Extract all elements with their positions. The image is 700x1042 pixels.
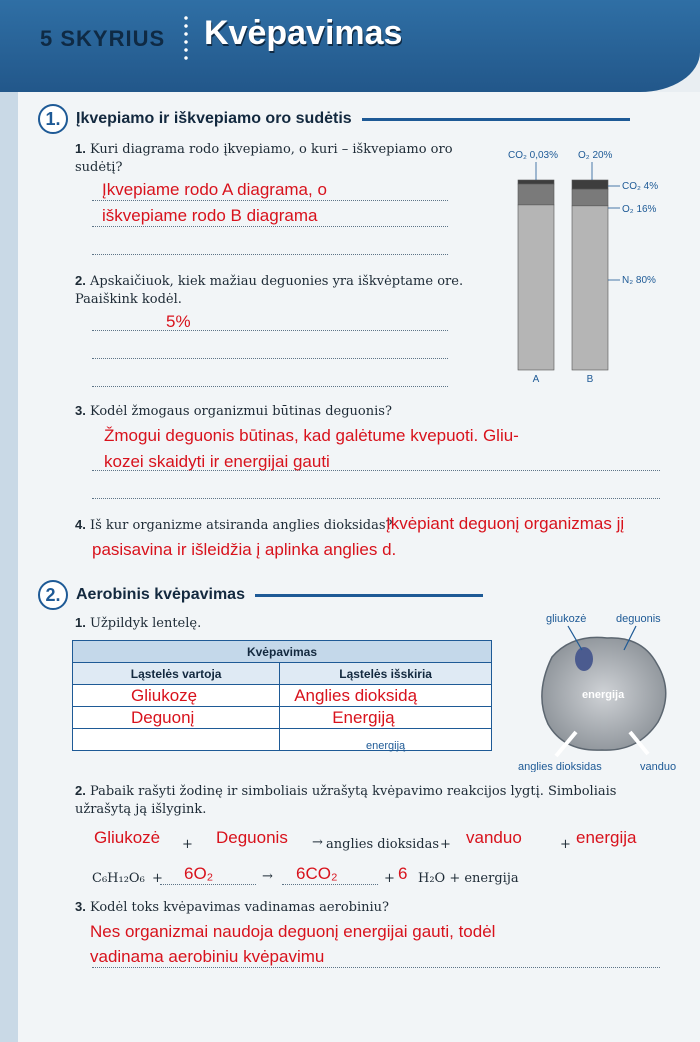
bar-segment-n2-b	[572, 206, 608, 370]
section-1-number: 1.	[38, 104, 68, 134]
answer-line	[92, 330, 448, 331]
equation-hand-energy: energija	[576, 828, 637, 847]
water-label: vanduo	[640, 761, 677, 772]
answer-1-3-line2: kozei skaidyti ir energijai gauti	[104, 452, 330, 471]
question-2-3: 3. Kodėl toks kvėpavimas vadinamas aerobiniu?	[75, 899, 389, 915]
chapter-header	[0, 0, 700, 92]
left-margin-band	[0, 92, 18, 1042]
bar-category-label: B	[586, 374, 594, 385]
table-title: Kvėpavimas	[73, 641, 492, 663]
header-divider	[184, 14, 188, 64]
plus-sign: +	[560, 837, 571, 852]
formula-glucose: C₆H₁₂O₆	[92, 871, 145, 886]
answer-1-2: 5%	[166, 312, 191, 331]
answer-1-3-line1: Žmogui deguonis būtinas, kad galėtume kvepuoti. Gliu-	[104, 426, 519, 445]
answer-2-3-line1: Nes organizmai naudoja deguonį energijai gauti, todėl	[90, 922, 496, 941]
question-1-4: 4. Iš kur organizme atsiranda anglies dioksidas?	[75, 517, 393, 533]
question-1-2: 2. Apskaičiuok, kiek mažiau deguonies yra iškvėptame ore. Paaiškink kodėl.	[75, 273, 464, 307]
arrow-sign: →	[312, 835, 323, 850]
table-cell[interactable]	[280, 729, 492, 751]
chapter-label: 5 SKYRIUS	[40, 26, 166, 51]
bar-segment-n2-a	[518, 205, 554, 370]
chapter-title: Kvėpavimas	[204, 14, 403, 52]
answer-line	[92, 200, 448, 201]
equation-hand-oxygen: Deguonis	[216, 828, 288, 847]
table-cell[interactable]: Energiją	[280, 707, 492, 729]
bar-segment-o2-b	[572, 189, 608, 206]
co2-label: anglies dioksidas	[518, 761, 602, 772]
label-co2-b: CO₂ 4%	[622, 181, 659, 192]
answer-1-1-line1: Įkvepiame rodo A diagrama, o	[102, 180, 327, 199]
cell-respiration-diagram	[512, 612, 692, 772]
section-1-title: Įkvepiamo ir iškvepiamo oro sudėtis	[76, 110, 352, 127]
cell-nucleus	[575, 647, 593, 671]
label-co2-a: CO₂ 0,03%	[508, 150, 559, 161]
glucose-label: gliukozė	[546, 613, 587, 625]
question-2-2: 2. Pabaik rašyti žodinę ir simboliais užrašytą kvėpavimo reakcijos lygtį. Simboliais užrašytą ją išlygink.	[75, 783, 617, 817]
question-1-1: 1. Kuri diagrama rodo įkvepiamo, o kuri – iškvepiamo oro sudėtį?	[75, 141, 453, 175]
section-2-heading	[38, 580, 483, 610]
energy-label: energija	[582, 689, 625, 701]
table-row	[73, 707, 492, 729]
table-cell[interactable]	[73, 729, 280, 751]
formula-hand-co2: 6CO₂	[296, 864, 338, 883]
formula-hand-6: 6	[398, 864, 408, 883]
respiration-table	[72, 640, 492, 751]
column-header-uses: Ląstelės vartoja	[73, 663, 280, 685]
answer-1-1-line2: iškvepiame rodo B diagrama	[102, 206, 318, 225]
answer-line	[92, 226, 448, 227]
printed-energy-note: energiją	[366, 739, 406, 752]
answer-line	[92, 254, 448, 255]
section-2-rule	[255, 594, 483, 597]
answer-1-4-line1: Įkvėpiant deguonį organizmas jį	[386, 514, 625, 533]
table-cell[interactable]: Gliukozę	[73, 685, 280, 707]
plus-sign: +	[182, 837, 193, 852]
answer-1-4-line2: pasisavina ir išleidžia į aplinka anglies d.	[92, 540, 397, 559]
column-header-releases: Ląstelės išskiria	[280, 663, 492, 685]
label-o2-b: O₂ 16%	[622, 204, 657, 215]
answer-line	[282, 884, 378, 885]
arrow-sign: →	[262, 869, 273, 884]
table-row	[73, 729, 492, 751]
question-1-3: 3. Kodėl žmogaus organizmui būtinas deguonis?	[75, 403, 392, 419]
bar-segment-o2-a	[518, 184, 554, 205]
table-row	[73, 685, 492, 707]
answer-line	[160, 884, 256, 885]
bar-category-label: A	[532, 374, 540, 385]
plus-sign: +	[152, 871, 163, 886]
bar-segment-co2-b	[572, 180, 608, 189]
formula-hand-oxygen: 6O₂	[184, 864, 214, 883]
section-1-rule	[362, 118, 630, 121]
table-cell[interactable]: Deguonį	[73, 707, 280, 729]
equation-hand-water: vanduo	[466, 828, 522, 847]
formula-water-energy: H₂O + energija	[418, 871, 519, 886]
oxygen-label: deguonis	[616, 613, 661, 625]
equation-hand-glucose: Gliukozė	[94, 828, 161, 847]
answer-line	[92, 358, 448, 359]
question-2-1: 1. Užpildyk lentelę.	[75, 615, 202, 631]
answer-2-3-line2: vadinama aerobiniu kvėpavimu	[90, 947, 325, 966]
section-2-number: 2.	[38, 580, 68, 610]
bar-segment-co2-a	[518, 180, 554, 184]
answer-line	[92, 498, 660, 499]
section-1-heading	[38, 104, 630, 134]
label-n2: N₂ 80%	[622, 275, 656, 286]
label-o2-a: O₂ 20%	[578, 150, 613, 161]
answer-line	[92, 967, 660, 968]
answer-line	[92, 386, 448, 387]
plus-sign: +	[440, 837, 451, 852]
plus-sign: +	[384, 871, 395, 886]
table-cell[interactable]: Anglies dioksidą	[280, 685, 492, 707]
air-composition-chart	[500, 140, 690, 390]
printed-co2: anglies dioksidas	[326, 837, 440, 852]
section-2-title: Aerobinis kvėpavimas	[76, 586, 245, 603]
